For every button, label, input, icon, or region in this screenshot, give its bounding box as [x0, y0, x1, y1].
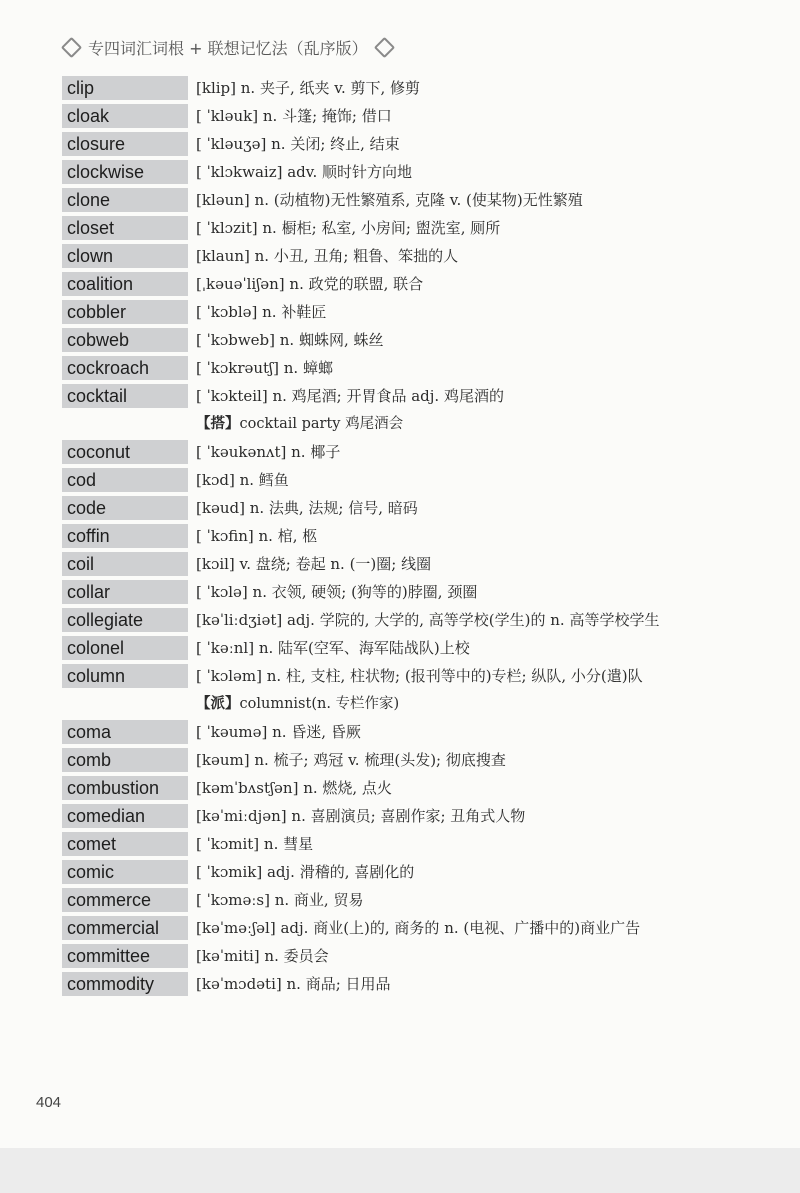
vocab-entry: [62, 832, 722, 857]
definition: [kəˈmiti] n. 委员会: [196, 947, 329, 965]
vocabulary-list: [62, 76, 722, 1000]
definition: [ ˈkəumə] n. 昏迷, 昏厥: [196, 723, 361, 741]
definition: [kəˈmiːdjən] n. 喜剧演员; 喜剧作家; 丑角式人物: [196, 807, 526, 825]
headword: comet: [62, 832, 188, 856]
vocab-entry: [62, 720, 722, 745]
vocab-entry: [62, 132, 722, 157]
headword: commerce: [62, 888, 188, 912]
headword: colonel: [62, 636, 188, 660]
headword: coconut: [62, 440, 188, 464]
vocab-entry: [62, 216, 722, 241]
vocab-entry: [62, 524, 722, 549]
vocab-entry: [62, 580, 722, 605]
running-header: [62, 36, 401, 59]
headword: cockroach: [62, 356, 188, 380]
headword: clone: [62, 188, 188, 212]
headword: comedian: [62, 804, 188, 828]
vocab-entry: [62, 76, 722, 101]
headword: closure: [62, 132, 188, 156]
vocab-entry: [62, 272, 722, 297]
vocab-entry: [62, 972, 722, 997]
vocab-entry: [62, 160, 722, 185]
vocab-entry: [62, 860, 722, 885]
headword: comic: [62, 860, 188, 884]
note-text: cocktail party 鸡尾酒会: [239, 416, 404, 432]
definition: [ˌkəuəˈliʃən] n. 政党的联盟, 联合: [196, 275, 424, 293]
headword: collegiate: [62, 608, 188, 632]
definition: [ ˈkɔbweb] n. 蜘蛛网, 蛛丝: [196, 331, 384, 349]
definition: [kəum] n. 梳子; 鸡冠 v. 梳理(头发); 彻底搜查: [196, 751, 506, 769]
header-title: 专四词汇词根 + 联想记忆法（乱序版）: [88, 39, 368, 58]
headword: comb: [62, 748, 188, 772]
definition: [ ˈkəːnl] n. 陆军(空军、海军陆战队)上校: [196, 639, 470, 657]
vocab-entry: [62, 328, 722, 353]
definition: [kɔd] n. 鳕鱼: [196, 471, 289, 489]
definition: [kləun] n. (动植物)无性繁殖系, 克隆 v. (使某物)无性繁殖: [196, 191, 583, 209]
vocab-entry: [62, 244, 722, 269]
headword: cobweb: [62, 328, 188, 352]
headword: coffin: [62, 524, 188, 548]
vocab-entry: [62, 188, 722, 213]
definition: [ ˈkɔblə] n. 补鞋匠: [196, 303, 327, 321]
page-number: 404: [36, 1094, 62, 1111]
headword: combustion: [62, 776, 188, 800]
vocab-entry: [62, 552, 722, 577]
definition: [kəud] n. 法典, 法规; 信号, 暗码: [196, 499, 418, 517]
usage-note: [62, 412, 722, 436]
definition: [ ˈkləuk] n. 斗篷; 掩饰; 借口: [196, 107, 392, 125]
vocab-entry: [62, 636, 722, 661]
headword: cloak: [62, 104, 188, 128]
headword: coalition: [62, 272, 188, 296]
headword: closet: [62, 216, 188, 240]
headword: commercial: [62, 916, 188, 940]
headword: coil: [62, 552, 188, 576]
headword: committee: [62, 944, 188, 968]
definition: [ ˈkəukənʌt] n. 椰子: [196, 443, 341, 461]
vocab-entry: [62, 804, 722, 829]
diamond-ornament-icon: [373, 37, 394, 58]
vocab-entry: [62, 748, 722, 773]
definition: [ ˈkɔləm] n. 柱, 支柱, 柱状物; (报刊等中的)专栏; 纵队, 小分(遣)队: [196, 667, 643, 685]
definition: [kəˈliːdʒiət] adj. 学院的, 大学的, 高等学校(学生)的 n. 高等学校学生: [196, 611, 660, 629]
definition: [klip] n. 夹子, 纸夹 v. 剪下, 修剪: [196, 79, 421, 97]
vocab-entry: [62, 496, 722, 521]
definition: [ ˈkləuʒə] n. 关闭; 终止, 结束: [196, 135, 400, 153]
definition: [ ˈkɔkteil] n. 鸡尾酒; 开胃食品 adj. 鸡尾酒的: [196, 387, 504, 405]
definition: [ ˈkɔlə] n. 衣领, 硬领; (狗等的)脖圈, 颈圈: [196, 583, 478, 601]
definition: [ ˈklɔzit] n. 橱柜; 私室, 小房间; 盥洗室, 厕所: [196, 219, 501, 237]
vocab-entry: [62, 300, 722, 325]
note-tag: 【搭】: [196, 415, 240, 432]
note-text: columnist(n. 专栏作家): [239, 696, 400, 712]
headword: column: [62, 664, 188, 688]
headword: cobbler: [62, 300, 188, 324]
headword: clockwise: [62, 160, 188, 184]
note-tag: 【派】: [196, 695, 240, 712]
definition: [ ˈkɔmit] n. 彗星: [196, 835, 314, 853]
vocab-entry: [62, 440, 722, 465]
definition: [ ˈkɔfin] n. 棺, 柩: [196, 527, 318, 545]
headword: cod: [62, 468, 188, 492]
vocab-entry: [62, 356, 722, 381]
vocab-entry: [62, 944, 722, 969]
definition: [ ˈkɔmik] adj. 滑稽的, 喜剧化的: [196, 863, 415, 881]
headword: clip: [62, 76, 188, 100]
definition: [ ˈklɔkwaiz] adv. 顺时针方向地: [196, 163, 412, 181]
diamond-ornament-icon: [61, 37, 82, 58]
headword: cocktail: [62, 384, 188, 408]
headword: code: [62, 496, 188, 520]
usage-note: [62, 692, 722, 716]
headword: commodity: [62, 972, 188, 996]
page-bottom-margin: [0, 1148, 800, 1193]
vocab-entry: [62, 384, 722, 409]
definition: [kəmˈbʌstʃən] n. 燃烧, 点火: [196, 779, 392, 797]
headword: coma: [62, 720, 188, 744]
definition: [klaun] n. 小丑, 丑角; 粗鲁、笨拙的人: [196, 247, 459, 265]
vocab-entry: [62, 468, 722, 493]
vocab-entry: [62, 888, 722, 913]
vocab-entry: [62, 608, 722, 633]
definition: [kəˈməːʃəl] adj. 商业(上)的, 商务的 n. (电视、广播中的)商业广告: [196, 919, 641, 937]
definition: [ ˈkɔkrəutʃ] n. 蟑螂: [196, 359, 333, 377]
vocab-entry: [62, 104, 722, 129]
vocab-entry: [62, 664, 722, 689]
headword: collar: [62, 580, 188, 604]
definition: [ ˈkɔməːs] n. 商业, 贸易: [196, 891, 364, 909]
definition: [kɔil] v. 盘绕; 卷起 n. (一)圈; 线圈: [196, 555, 432, 573]
vocab-entry: [62, 916, 722, 941]
definition: [kəˈmɔdəti] n. 商品; 日用品: [196, 975, 391, 993]
vocab-entry: [62, 776, 722, 801]
headword: clown: [62, 244, 188, 268]
